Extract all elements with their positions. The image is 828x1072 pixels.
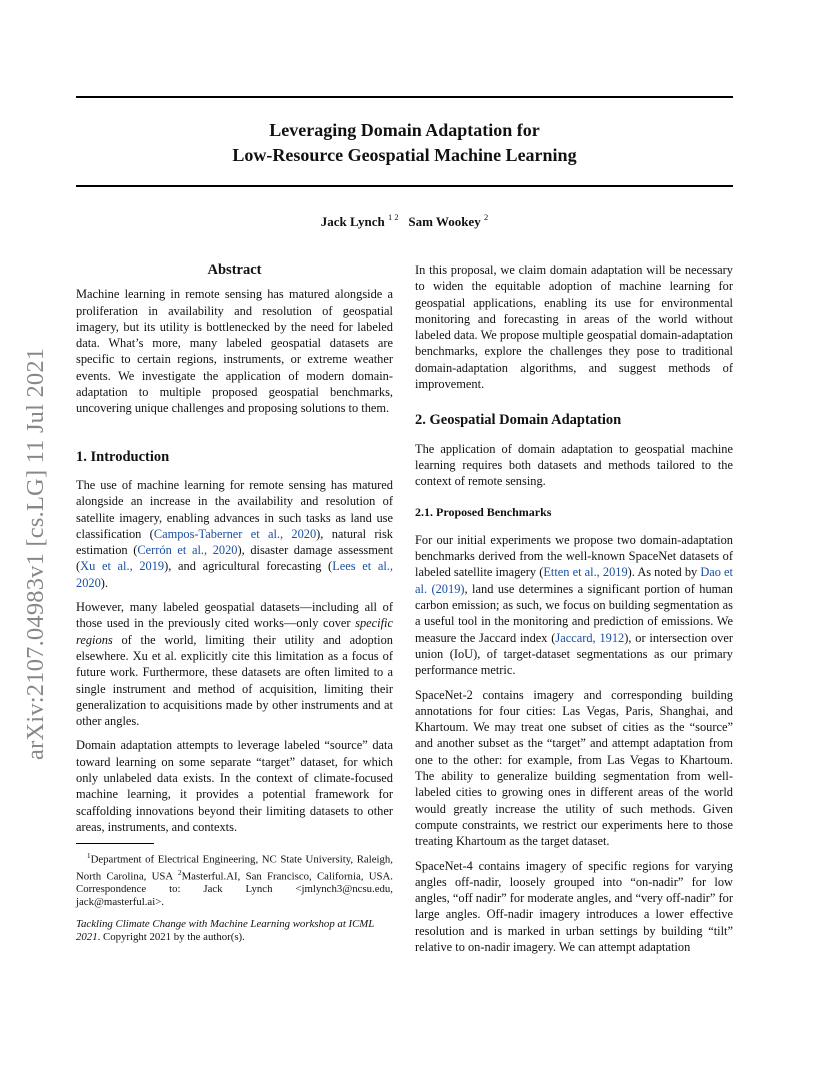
- paragraph: Domain adaptation attempts to leverage labeled “source” data toward learning on some separate “target” dataset, for which only unlabeled data exists. In the context of climate-focused machine learning, it provides a potential framework for scaffolding innovations beyond their limiting datasets to other areas, instruments, and contexts.: [76, 738, 393, 834]
- author-list: [76, 214, 733, 230]
- citation-link[interactable]: Lees et al., 2020: [76, 559, 393, 590]
- footnote: [76, 850, 393, 908]
- text: ), or intersection over union (IoU), of target-dataset segmentations as our primary performance metric.: [415, 630, 733, 678]
- arxiv-watermark: arXiv:2107.04983v1 [cs.LG] 11 Jul 2021: [22, 347, 49, 760]
- text: Department of Electrical Engineering, NC State University, Raleigh, North Carolina, USA: [76, 853, 393, 883]
- bottom-rule: [76, 185, 733, 187]
- emphasis: specific regions: [76, 616, 393, 647]
- text: ). As noted by: [627, 565, 701, 580]
- citation-link[interactable]: Cerrón et al., 2020: [137, 543, 238, 558]
- citation-link[interactable]: Jaccard, 1912: [555, 630, 625, 645]
- section-heading: 2. Geospatial Domain Adaptation: [415, 412, 622, 429]
- text: Masterful.AI, San Francisco, California, USA. Correspondence to: Jack Lynch <jmlynch3@ncsu.edu, jack@masterful.ai>.: [76, 870, 393, 908]
- text: . Copyright 2021 by the author(s).: [97, 931, 245, 944]
- text: For our initial experiments we propose two domain-adaptation benchmarks derived from the well-known SpaceNet datasets of labeled satellite imagery (: [415, 532, 733, 580]
- paragraph: [76, 599, 393, 729]
- author-affiliation: 1 2: [387, 212, 399, 222]
- text: of the world, limiting their utility and adoption elsewhere. Xu et al. explicitly cite this limitation as a focus of future work. Furthermore, these datasets are often limited to a single instrument and method of acquisition, limiting their generalization to acquisitions made by other instruments and at other angles.: [76, 632, 393, 729]
- abstract-text: Machine learning in remote sensing has matured alongside a proliferation in availability and resolution of geospatial imagery, but its utility is bottlenecked by the need for labeled data. What’s more, many labeled geospatial datasets are specific to certain regions, instruments, or extreme weather events. We investigate the application of modern domain-adaptation to multiple proposed geospatial benchmarks, uncovering unique challenges and proposing solutions to them.: [76, 287, 393, 416]
- citation-link[interactable]: Xu et al., 2019: [80, 559, 165, 574]
- author-affiliation: 2: [483, 212, 489, 222]
- paper-title: [76, 118, 733, 168]
- author-name: Jack Lynch: [320, 214, 385, 229]
- text: ), and agricultural forecasting (: [164, 559, 333, 574]
- text: , land use determines a significant portion of human carbon emission; as such, we focus on building segmentation as a useful tool in the monitoring and prediction of emissions. We measure the Jaccard index (: [415, 581, 733, 645]
- footnote-mark: 1: [86, 851, 91, 861]
- text: However, many labeled geospatial datasets—including all of those used in the previously cited works—only cover: [76, 600, 393, 631]
- subsection-heading: 2.1. Proposed Benchmarks: [415, 504, 552, 519]
- text: ), natural risk estimation (: [76, 526, 393, 558]
- paragraph: [76, 477, 393, 591]
- paragraph: SpaceNet-2 contains imagery and corresponding building annotations for four cities: Las Vegas, Paris, Shanghai, and Khartoum. We may treat one subset of cities as the “source” and another subset as the “target” and attempt adaptation from one to the other: for example, from Las Vegas to Khartoum. The ability to generalize building segmentation from well-labeled cities to growing ones in different areas of the world would greatly increase the utility of such methods. Given compute constraints, we restrict our experiments here to those treating Khartoum as the target dataset.: [415, 687, 733, 849]
- title-line-1: Leveraging Domain Adaptation for: [269, 120, 540, 140]
- text: ), disaster damage assessment (: [76, 543, 394, 574]
- text: ).: [100, 575, 109, 590]
- paragraph: SpaceNet-4 contains imagery of specific regions for varying angles off-nadir, loosely grouped into “on-nadir” for low angles, “off nadir” for moderate angles, and “very off-nadir” for large angles. Off-nadir imagery introduces a lower effective resolution and is marked in urban settings by building “tilt” relative to on-nadir imagery. We can attempt adaptation: [415, 858, 733, 954]
- title-line-2: Low-Resource Geospatial Machine Learning: [232, 145, 577, 165]
- paragraph: In this proposal, we claim domain adaptation will be necessary to widen the equitable adoption of machine learning for geospatial applications, enabling its use for environmental monitoring and forecasting in areas of the world without labeled data. We propose multiple geospatial domain-adaptation benchmarks, explore the challenges they pose to traditional domain-adaptation algorithms, and suggest methods of improvement.: [415, 263, 733, 392]
- section-heading: 1. Introduction: [76, 448, 170, 465]
- abstract-heading: Abstract: [207, 262, 262, 278]
- footnote-rule: [76, 843, 154, 844]
- venue-name: Tackling Climate Change with Machine Learning workshop at ICML 2021: [76, 918, 375, 944]
- citation-link[interactable]: Dao et al. (2019): [415, 565, 733, 596]
- citation-link[interactable]: Etten et al., 2019: [543, 565, 628, 580]
- citation-link[interactable]: Campos-Taberner et al., 2020: [153, 526, 317, 541]
- text: The use of machine learning for remote sensing has matured alongside an increase in the availability and resolution of satellite imagery, enabling advances in such tasks as land use classification (: [76, 477, 393, 541]
- paragraph: [415, 532, 733, 679]
- left-column: [76, 262, 393, 944]
- footnote-mark: 2: [177, 867, 182, 877]
- author-name: Sam Wookey: [408, 214, 481, 229]
- right-column: [415, 262, 733, 963]
- paragraph: The application of domain adaptation to geospatial machine learning requires both datasets and methods tailored to the context of remote sensing.: [415, 441, 733, 489]
- top-rule: [76, 96, 733, 98]
- venue-note: [76, 918, 393, 944]
